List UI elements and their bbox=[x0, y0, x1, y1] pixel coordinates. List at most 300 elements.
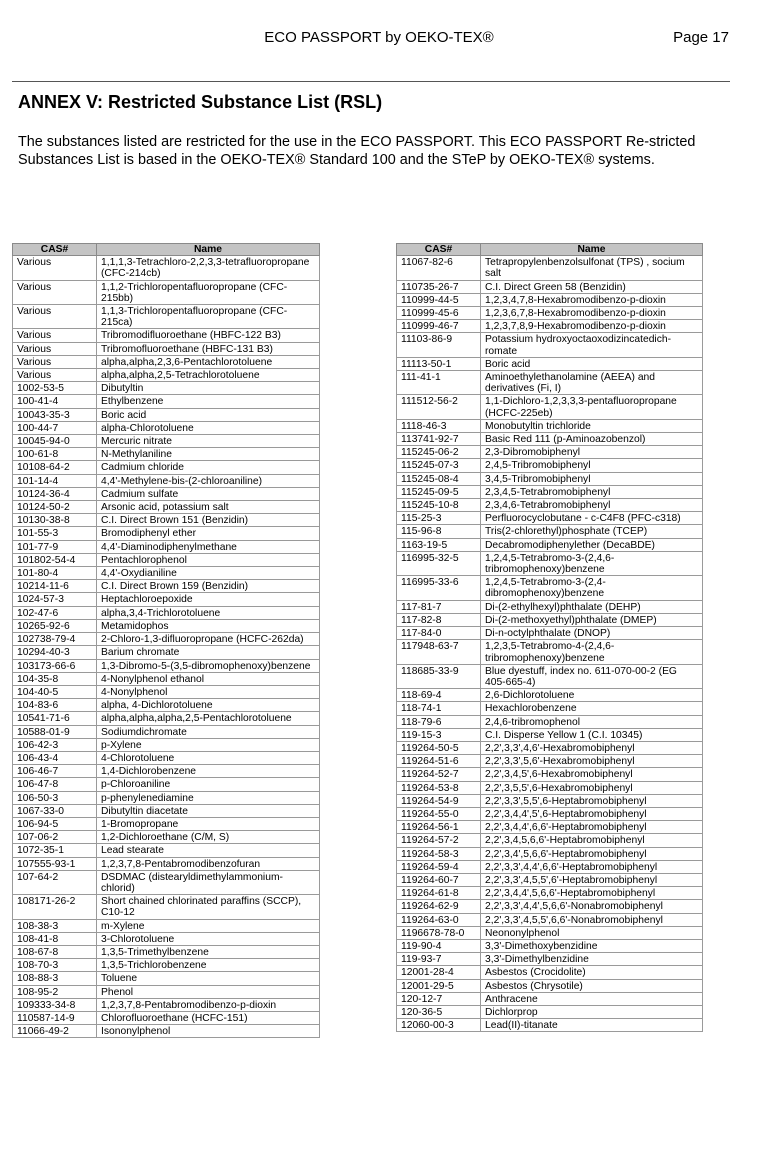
substance-name-cell: C.I. Direct Green 58 (Benzidin) bbox=[481, 280, 703, 293]
table-row bbox=[13, 448, 320, 461]
cas-number-cell: 117948-63-7 bbox=[397, 640, 481, 664]
substance-name-cell: Cadmium sulfate bbox=[97, 487, 320, 500]
cas-number-cell: 107-64-2 bbox=[13, 870, 97, 894]
substance-name-cell: 2,2',3,4',5,6,6'-Heptabromobiphenyl bbox=[481, 847, 703, 860]
cas-number-cell: 118-79-6 bbox=[397, 715, 481, 728]
table-row bbox=[397, 834, 703, 847]
table-row bbox=[13, 791, 320, 804]
substance-name-cell: alpha,alpha,alpha,2,5-Pentachlorotoluene bbox=[97, 712, 320, 725]
cas-number-cell: 115245-10-8 bbox=[397, 499, 481, 512]
substance-name-cell: Phenol bbox=[97, 985, 320, 998]
table-row bbox=[397, 395, 703, 419]
substance-name-cell: 2,2',3,3',5,6'-Hexabromobiphenyl bbox=[481, 755, 703, 768]
cas-number-cell: 101-14-4 bbox=[13, 474, 97, 487]
cas-number-cell: 119264-57-2 bbox=[397, 834, 481, 847]
table-row bbox=[13, 831, 320, 844]
cas-number-cell: 102-47-6 bbox=[13, 606, 97, 619]
cas-number-cell: 104-40-5 bbox=[13, 685, 97, 698]
substance-name-cell: C.I. Direct Brown 151 (Benzidin) bbox=[97, 514, 320, 527]
table-row bbox=[397, 576, 703, 600]
substance-name-cell: 2,4,5-Tribromobiphenyl bbox=[481, 459, 703, 472]
table-row bbox=[13, 751, 320, 764]
table-row bbox=[397, 807, 703, 820]
cas-number-cell: 10130-38-8 bbox=[13, 514, 97, 527]
cas-number-cell: 106-94-5 bbox=[13, 817, 97, 830]
table-row bbox=[13, 435, 320, 448]
substance-name-cell: Short chained chlorinated paraffins (SCCP), C10-12 bbox=[97, 895, 320, 919]
substance-name-cell: Sodiumdichromate bbox=[97, 725, 320, 738]
substance-name-cell: Dibutyltin bbox=[97, 382, 320, 395]
cas-number-cell: 10588-01-9 bbox=[13, 725, 97, 738]
table-row bbox=[397, 900, 703, 913]
cas-number-cell: 106-46-7 bbox=[13, 765, 97, 778]
cas-number-cell: 110999-45-6 bbox=[397, 307, 481, 320]
cas-number-cell: 1072-35-1 bbox=[13, 844, 97, 857]
table-row bbox=[13, 817, 320, 830]
substance-name-cell: p-Xylene bbox=[97, 738, 320, 751]
substance-name-cell: 1,2,4,5-Tetrabromo-3-(2,4-dibromophenoxy)benzene bbox=[481, 576, 703, 600]
cas-number-cell: 11067-82-6 bbox=[397, 256, 481, 280]
substance-name-cell: Tribromofluoroethane (HBFC-131 B3) bbox=[97, 342, 320, 355]
cas-number-cell: 101802-54-4 bbox=[13, 553, 97, 566]
cas-number-cell: 111-41-1 bbox=[397, 371, 481, 395]
substance-name-cell: Bromodiphenyl ether bbox=[97, 527, 320, 540]
table-row bbox=[397, 551, 703, 575]
substance-name-cell: Neononylphenol bbox=[481, 926, 703, 939]
table-row bbox=[13, 461, 320, 474]
page-header bbox=[0, 29, 758, 51]
cas-number-cell: 10214-11-6 bbox=[13, 580, 97, 593]
substance-name-cell: C.I. Direct Brown 159 (Benzidin) bbox=[97, 580, 320, 593]
substance-name-cell: 3,4,5-Tribromobiphenyl bbox=[481, 472, 703, 485]
cas-number-cell: 119264-58-3 bbox=[397, 847, 481, 860]
table-row bbox=[13, 919, 320, 932]
cas-number-cell: 106-50-3 bbox=[13, 791, 97, 804]
table-row bbox=[397, 627, 703, 640]
table-row bbox=[397, 768, 703, 781]
cas-number-cell: 12060-00-3 bbox=[397, 1019, 481, 1032]
substance-name-cell: 2,2',3,3',4,6'-Hexabromobiphenyl bbox=[481, 741, 703, 754]
cas-number-cell: 111512-56-2 bbox=[397, 395, 481, 419]
table-row bbox=[397, 689, 703, 702]
cas-number-cell: 110999-44-5 bbox=[397, 293, 481, 306]
substance-name-cell: Lead stearate bbox=[97, 844, 320, 857]
table-row bbox=[13, 1025, 320, 1038]
table-row bbox=[397, 887, 703, 900]
cas-number-cell: 108-41-8 bbox=[13, 932, 97, 945]
table-row bbox=[397, 525, 703, 538]
cas-number-cell: Various bbox=[13, 355, 97, 368]
substance-name-cell: 1,2,3,4,7,8-Hexabromodibenzo-p-dioxin bbox=[481, 293, 703, 306]
cas-number-cell: Various bbox=[13, 342, 97, 355]
cas-number-cell: 116995-32-5 bbox=[397, 551, 481, 575]
cas-number-cell: 119264-50-5 bbox=[397, 741, 481, 754]
cas-number-cell: 118685-33-9 bbox=[397, 664, 481, 688]
substance-name-cell: Dibutyltin diacetate bbox=[97, 804, 320, 817]
substance-name-cell: 2,2',3,3',4,4',6,6'-Heptabromobiphenyl bbox=[481, 860, 703, 873]
document-title: ECO PASSPORT by OEKO-TEX® bbox=[264, 29, 494, 46]
table-row bbox=[397, 446, 703, 459]
substance-name-cell: 2,2',3,3',5,5',6-Heptabromobiphenyl bbox=[481, 794, 703, 807]
table-row bbox=[13, 844, 320, 857]
table-row bbox=[397, 459, 703, 472]
table-row bbox=[13, 567, 320, 580]
table-row bbox=[13, 972, 320, 985]
table-row bbox=[397, 847, 703, 860]
table-row bbox=[13, 395, 320, 408]
table-row bbox=[397, 357, 703, 370]
cas-number-cell: 119-93-7 bbox=[397, 953, 481, 966]
substance-name-cell: 2,2',3,4,4',5,6,6'-Heptabromobiphenyl bbox=[481, 887, 703, 900]
substance-name-cell: Tris(2-chlorethyl)phosphate (TCEP) bbox=[481, 525, 703, 538]
table-row bbox=[397, 755, 703, 768]
substance-name-cell: 2,2',3,5,5',6-Hexabromobiphenyl bbox=[481, 781, 703, 794]
substance-name-cell: 1,1-Dichloro-1,2,3,3,3-pentafluoropropane (HCFC-225eb) bbox=[481, 395, 703, 419]
cas-number-cell: 118-74-1 bbox=[397, 702, 481, 715]
cas-number-cell: 1002-53-5 bbox=[13, 382, 97, 395]
cas-number-cell: 106-47-8 bbox=[13, 778, 97, 791]
substance-name-cell: Asbestos (Chrysotile) bbox=[481, 979, 703, 992]
substance-name-cell: 1,2,3,7,8-Pentabromodibenzo-p-dioxin bbox=[97, 998, 320, 1011]
table-row bbox=[397, 499, 703, 512]
cas-number-cell: 10045-94-0 bbox=[13, 435, 97, 448]
substance-name-cell: 2,2',3,3',4,5,5',6,6'-Nonabromobiphenyl bbox=[481, 913, 703, 926]
table-row bbox=[397, 333, 703, 357]
cas-number-cell: 101-77-9 bbox=[13, 540, 97, 553]
table-row bbox=[397, 715, 703, 728]
substance-name-cell: 4,4'-Oxydianiline bbox=[97, 567, 320, 580]
cas-number-cell: 110587-14-9 bbox=[13, 1011, 97, 1024]
cas-number-cell: 109333-34-8 bbox=[13, 998, 97, 1011]
table-row bbox=[397, 433, 703, 446]
substance-name-cell: Basic Red 111 (p-Aminoazobenzol) bbox=[481, 433, 703, 446]
table-row bbox=[13, 699, 320, 712]
table-row bbox=[397, 485, 703, 498]
table-row bbox=[13, 382, 320, 395]
cas-number-cell: 101-80-4 bbox=[13, 567, 97, 580]
cas-number-cell: 119-90-4 bbox=[397, 939, 481, 952]
cas-number-cell: 1118-46-3 bbox=[397, 419, 481, 432]
cas-number-cell: 120-36-5 bbox=[397, 1005, 481, 1018]
cas-number-cell: 108-88-3 bbox=[13, 972, 97, 985]
table-row bbox=[13, 329, 320, 342]
table-row bbox=[13, 1011, 320, 1024]
cas-number-cell: 108-95-2 bbox=[13, 985, 97, 998]
cas-number-cell: 10043-35-3 bbox=[13, 408, 97, 421]
cas-number-cell: 11066-49-2 bbox=[13, 1025, 97, 1038]
cas-number-cell: Various bbox=[13, 369, 97, 382]
substance-name-cell: alpha,alpha,2,5-Tetrachlorotoluene bbox=[97, 369, 320, 382]
cas-number-cell: 117-81-7 bbox=[397, 600, 481, 613]
substance-name-cell: N-Methylaniline bbox=[97, 448, 320, 461]
table-row bbox=[13, 527, 320, 540]
substance-name-cell: Asbestos (Crocidolite) bbox=[481, 966, 703, 979]
table-row bbox=[397, 873, 703, 886]
table-row bbox=[397, 781, 703, 794]
table-row bbox=[13, 633, 320, 646]
cas-number-cell: 12001-29-5 bbox=[397, 979, 481, 992]
table-row bbox=[13, 580, 320, 593]
table-row bbox=[13, 593, 320, 606]
table-row bbox=[13, 305, 320, 329]
cas-number-cell: 110999-46-7 bbox=[397, 320, 481, 333]
substance-name-cell: 2,2',3,4,4',5',6-Heptabromobiphenyl bbox=[481, 807, 703, 820]
table-row bbox=[397, 1019, 703, 1032]
cas-number-cell: 108171-26-2 bbox=[13, 895, 97, 919]
substance-name-cell: Barium chromate bbox=[97, 646, 320, 659]
substance-name-cell: 2,3,4,5-Tetrabromobiphenyl bbox=[481, 485, 703, 498]
cas-number-cell: 104-35-8 bbox=[13, 672, 97, 685]
table-row bbox=[13, 501, 320, 514]
cas-number-cell: 102738-79-4 bbox=[13, 633, 97, 646]
substance-name-cell: alpha,alpha,2,3,6-Pentachlorotoluene bbox=[97, 355, 320, 368]
cas-number-cell: 1024-57-3 bbox=[13, 593, 97, 606]
table-row bbox=[13, 619, 320, 632]
cas-number-cell: 108-38-3 bbox=[13, 919, 97, 932]
cas-number-cell: 108-70-3 bbox=[13, 959, 97, 972]
table-row bbox=[397, 979, 703, 992]
substance-name-cell: Decabromodiphenylether (DecaBDE) bbox=[481, 538, 703, 551]
table-row bbox=[13, 738, 320, 751]
table-row bbox=[397, 702, 703, 715]
cas-number-cell: 119264-54-9 bbox=[397, 794, 481, 807]
substance-name-cell: 1,3,5-Trimethylbenzene bbox=[97, 945, 320, 958]
substance-name-cell: Dichlorprop bbox=[481, 1005, 703, 1018]
table-row bbox=[13, 985, 320, 998]
cas-number-cell: 100-61-8 bbox=[13, 448, 97, 461]
table-row bbox=[13, 606, 320, 619]
table-row bbox=[13, 659, 320, 672]
substance-name-cell: 4,4'-Methylene-bis-(2-chloroaniline) bbox=[97, 474, 320, 487]
table-row bbox=[13, 256, 320, 280]
substance-name-cell: 1,2,3,5-Tetrabromo-4-(2,4,6-tribromophenoxy)benzene bbox=[481, 640, 703, 664]
cas-number-cell: 104-83-6 bbox=[13, 699, 97, 712]
cas-number-cell: 10265-92-6 bbox=[13, 619, 97, 632]
table-row bbox=[13, 685, 320, 698]
table-row bbox=[13, 945, 320, 958]
substance-name-cell: Di-n-octylphthalate (DNOP) bbox=[481, 627, 703, 640]
cas-number-cell: 11103-86-9 bbox=[397, 333, 481, 357]
substance-name-cell: 1,2,3,6,7,8-Hexabromodibenzo-p-dioxin bbox=[481, 307, 703, 320]
substance-name-cell: Cadmium chloride bbox=[97, 461, 320, 474]
table-row bbox=[13, 712, 320, 725]
section-heading: ANNEX V: Restricted Substance List (RSL) bbox=[18, 92, 383, 112]
table-row bbox=[13, 408, 320, 421]
table-row bbox=[397, 293, 703, 306]
table-row bbox=[13, 765, 320, 778]
cas-number-cell: 118-69-4 bbox=[397, 689, 481, 702]
substance-name-cell: Mercuric nitrate bbox=[97, 435, 320, 448]
substance-name-cell: alpha-Chlorotoluene bbox=[97, 421, 320, 434]
cas-number-cell: 119264-55-0 bbox=[397, 807, 481, 820]
table-row bbox=[397, 538, 703, 551]
cas-number-cell: 115-25-3 bbox=[397, 512, 481, 525]
cas-number-cell: 107555-93-1 bbox=[13, 857, 97, 870]
table-row bbox=[13, 895, 320, 919]
substance-name-cell: Arsonic acid, potassium salt bbox=[97, 501, 320, 514]
table-row bbox=[13, 280, 320, 304]
substance-name-cell: 1,2,4,5-Tetrabromo-3-(2,4,6-tribromophenoxy)benzene bbox=[481, 551, 703, 575]
cas-number-cell: 106-42-3 bbox=[13, 738, 97, 751]
cas-number-cell: 100-41-4 bbox=[13, 395, 97, 408]
table-row bbox=[397, 256, 703, 280]
substance-name-cell: alpha, 4-Dichlorotoluene bbox=[97, 699, 320, 712]
substance-name-cell: Di-(2-methoxyethyl)phthalate (DMEP) bbox=[481, 613, 703, 626]
cas-number-cell: 1067-33-0 bbox=[13, 804, 97, 817]
substance-name-cell: 1,3-Dibromo-5-(3,5-dibromophenoxy)benzene bbox=[97, 659, 320, 672]
cas-number-cell: 120-12-7 bbox=[397, 992, 481, 1005]
substance-name-cell: Chlorofluoroethane (HCFC-151) bbox=[97, 1011, 320, 1024]
substance-name-cell: 1,1,1,3-Tetrachloro-2,2,3,3-tetrafluoropropane (CFC-214cb) bbox=[97, 256, 320, 280]
cas-number-cell: 11113-50-1 bbox=[397, 357, 481, 370]
substance-name-cell: Monobutyltin trichloride bbox=[481, 419, 703, 432]
substance-name-cell: 2,2',3,3',4,4',5,6,6'-Nonabromobiphenyl bbox=[481, 900, 703, 913]
page-number: Page 17 bbox=[673, 29, 729, 46]
rsl-table-right bbox=[396, 243, 703, 1032]
cas-number-cell: 119264-63-0 bbox=[397, 913, 481, 926]
table-row bbox=[13, 355, 320, 368]
table-header-row bbox=[397, 244, 703, 256]
substance-name-cell: Toluene bbox=[97, 972, 320, 985]
cas-number-cell: 117-82-8 bbox=[397, 613, 481, 626]
cas-number-cell: 12001-28-4 bbox=[397, 966, 481, 979]
substance-name-cell: Isononylphenol bbox=[97, 1025, 320, 1038]
substance-name-cell: 4-Chlorotoluene bbox=[97, 751, 320, 764]
substance-name-cell: Aminoethylethanolamine (AEEA) and derivatives (Fi, I) bbox=[481, 371, 703, 395]
table-row bbox=[397, 953, 703, 966]
substance-name-cell: Lead(II)-titanate bbox=[481, 1019, 703, 1032]
table-row bbox=[397, 280, 703, 293]
cas-number-cell: 1163-19-5 bbox=[397, 538, 481, 551]
table-row bbox=[13, 870, 320, 894]
substance-name-cell: Ethylbenzene bbox=[97, 395, 320, 408]
substance-name-cell: Heptachloroepoxide bbox=[97, 593, 320, 606]
substance-name-cell: alpha,3,4-Trichlorotoluene bbox=[97, 606, 320, 619]
table-row bbox=[13, 540, 320, 553]
table-row bbox=[13, 778, 320, 791]
table-row bbox=[397, 1005, 703, 1018]
table-row bbox=[13, 474, 320, 487]
substance-name-cell: p-Chloroaniline bbox=[97, 778, 320, 791]
cas-number-cell: 119264-51-6 bbox=[397, 755, 481, 768]
rsl-table-left bbox=[12, 243, 320, 1038]
header-divider bbox=[12, 81, 730, 82]
table-row bbox=[397, 939, 703, 952]
cas-number-cell: 106-43-4 bbox=[13, 751, 97, 764]
table-row bbox=[13, 959, 320, 972]
cas-number-cell: 119264-52-7 bbox=[397, 768, 481, 781]
table-row bbox=[397, 613, 703, 626]
substance-name-cell: p-phenylenediamine bbox=[97, 791, 320, 804]
table-row bbox=[13, 672, 320, 685]
cas-number-cell: 103173-66-6 bbox=[13, 659, 97, 672]
substance-name-cell: 2,2',3,4,4',6,6'-Heptabromobiphenyl bbox=[481, 821, 703, 834]
cas-number-cell: 119264-61-8 bbox=[397, 887, 481, 900]
substance-name-cell: 4-Nonylphenol ethanol bbox=[97, 672, 320, 685]
substance-name-cell: 1,1,3-Trichloropentafluoropropane (CFC-215ca) bbox=[97, 305, 320, 329]
substance-name-cell: 1,3,5-Trichlorobenzene bbox=[97, 959, 320, 972]
substance-name-cell: 4,4'-Diaminodiphenylmethane bbox=[97, 540, 320, 553]
substance-name-cell: 3,3'-Dimethoxybenzidine bbox=[481, 939, 703, 952]
substance-name-cell: 2,3-Dibromobiphenyl bbox=[481, 446, 703, 459]
table-row bbox=[13, 804, 320, 817]
cas-number-cell: 1196678-78-0 bbox=[397, 926, 481, 939]
substance-name-cell: 1,2-Dichloroethane (C/M, S) bbox=[97, 831, 320, 844]
cas-number-cell: 10108-64-2 bbox=[13, 461, 97, 474]
table-row bbox=[13, 342, 320, 355]
cas-number-cell: 115-96-8 bbox=[397, 525, 481, 538]
substance-name-cell: Hexachlorobenzene bbox=[481, 702, 703, 715]
cas-number-cell: 110735-26-7 bbox=[397, 280, 481, 293]
cas-number-cell: 119264-56-1 bbox=[397, 821, 481, 834]
substance-name-cell: 3-Chlorotoluene bbox=[97, 932, 320, 945]
table-row bbox=[13, 998, 320, 1011]
cas-number-cell: 115245-08-4 bbox=[397, 472, 481, 485]
cas-number-cell: 119264-62-9 bbox=[397, 900, 481, 913]
table-row bbox=[397, 472, 703, 485]
table-row bbox=[397, 741, 703, 754]
table-row bbox=[397, 419, 703, 432]
substance-name-cell: Potassium hydroxyoctaoxodizincatedich-romate bbox=[481, 333, 703, 357]
substance-name-cell: 2,2',3,4,5',6-Hexabromobiphenyl bbox=[481, 768, 703, 781]
name-column-header: Name bbox=[97, 244, 320, 256]
table-row bbox=[397, 600, 703, 613]
cas-number-cell: Various bbox=[13, 305, 97, 329]
cas-number-cell: Various bbox=[13, 329, 97, 342]
table-row bbox=[397, 821, 703, 834]
cas-column-header: CAS# bbox=[13, 244, 97, 256]
cas-number-cell: 10294-40-3 bbox=[13, 646, 97, 659]
cas-number-cell: 108-67-8 bbox=[13, 945, 97, 958]
substance-name-cell: 1-Bromopropane bbox=[97, 817, 320, 830]
substance-name-cell: 2,2',3,4,5,6,6'-Heptabromobiphenyl bbox=[481, 834, 703, 847]
cas-number-cell: 101-55-3 bbox=[13, 527, 97, 540]
name-column-header: Name bbox=[481, 244, 703, 256]
table-row bbox=[13, 553, 320, 566]
substance-name-cell: Boric acid bbox=[97, 408, 320, 421]
table-row bbox=[13, 932, 320, 945]
table-row bbox=[397, 664, 703, 688]
substance-name-cell: 3,3'-Dimethylbenzidine bbox=[481, 953, 703, 966]
cas-number-cell: 119-15-3 bbox=[397, 728, 481, 741]
cas-number-cell: 119264-60-7 bbox=[397, 873, 481, 886]
substance-name-cell: Tetrapropylenbenzolsulfonat (TPS) , socium salt bbox=[481, 256, 703, 280]
intro-paragraph: The substances listed are restricted for the use in the ECO PASSPORT. This ECO PASSPORT Re-stricted Substances List is based in the OEKO-TEX® Standard 100 and the STeP by OEKO-TEX® systems. bbox=[18, 134, 696, 168]
table-row bbox=[13, 369, 320, 382]
cas-number-cell: 100-44-7 bbox=[13, 421, 97, 434]
substance-name-cell: Perfluorocyclobutane - c-C4F8 (PFC-c318) bbox=[481, 512, 703, 525]
cas-number-cell: 10124-36-4 bbox=[13, 487, 97, 500]
table-row bbox=[397, 794, 703, 807]
substance-name-cell: 1,2,3,7,8,9-Hexabromodibenzo-p-dioxin bbox=[481, 320, 703, 333]
cas-number-cell: 10124-50-2 bbox=[13, 501, 97, 514]
table-row bbox=[397, 966, 703, 979]
substance-name-cell: Pentachlorophenol bbox=[97, 553, 320, 566]
table-row bbox=[13, 646, 320, 659]
substance-name-cell: 4-Nonylphenol bbox=[97, 685, 320, 698]
table-row bbox=[13, 514, 320, 527]
substance-name-cell: 1,1,2-Trichloropentafluoropropane (CFC-215bb) bbox=[97, 280, 320, 304]
substance-name-cell: Di-(2-ethylhexyl)phthalate (DEHP) bbox=[481, 600, 703, 613]
cas-number-cell: 107-06-2 bbox=[13, 831, 97, 844]
substance-name-cell: Metamidophos bbox=[97, 619, 320, 632]
table-row bbox=[397, 307, 703, 320]
substance-name-cell: 2,6-Dichlorotoluene bbox=[481, 689, 703, 702]
substance-name-cell: DSDMAC (distearyldimethylammonium-chlorid) bbox=[97, 870, 320, 894]
cas-number-cell: 115245-07-3 bbox=[397, 459, 481, 472]
cas-number-cell: 116995-33-6 bbox=[397, 576, 481, 600]
cas-number-cell: 119264-53-8 bbox=[397, 781, 481, 794]
